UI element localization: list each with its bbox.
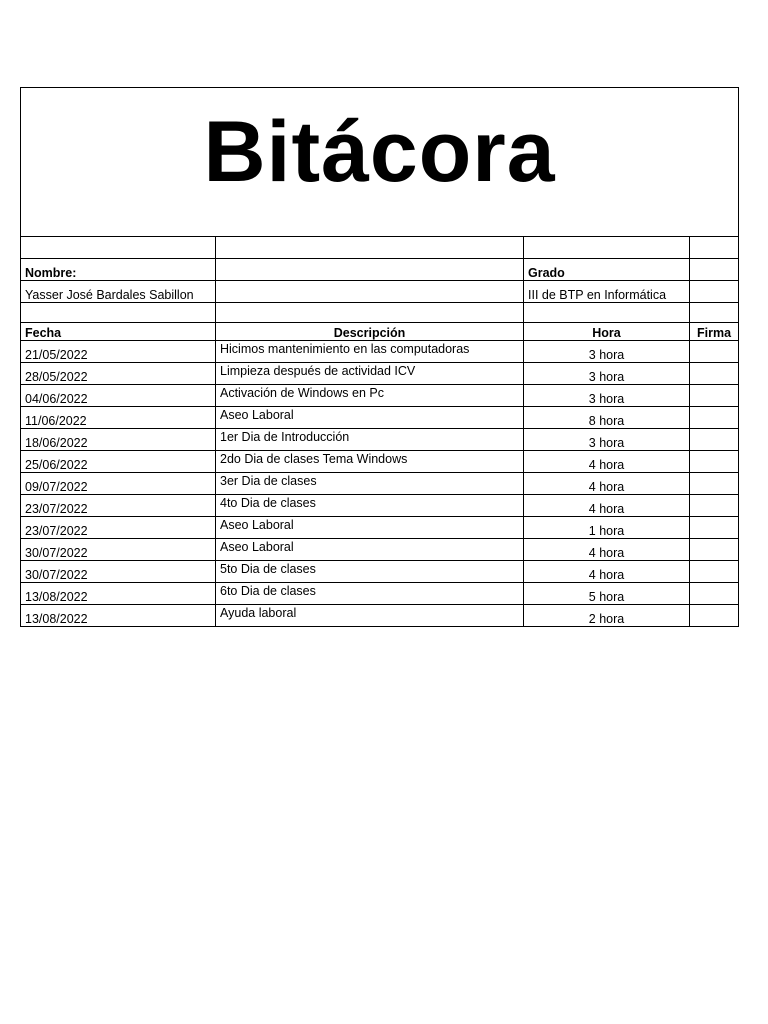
column-header-signature: Firma bbox=[690, 323, 739, 341]
entry-signature bbox=[690, 605, 739, 627]
title-row bbox=[21, 88, 739, 237]
blank-row bbox=[21, 237, 739, 259]
name-label: Nombre: bbox=[21, 259, 216, 281]
entry-date: 28/05/2022 bbox=[21, 363, 216, 385]
entry-hours: 3 hora bbox=[524, 429, 690, 451]
empty-cell bbox=[216, 237, 524, 259]
entry-signature bbox=[690, 495, 739, 517]
empty-cell bbox=[216, 303, 524, 323]
empty-cell bbox=[216, 259, 524, 281]
table-row bbox=[21, 407, 739, 429]
table-row bbox=[21, 473, 739, 495]
entry-hours: 1 hora bbox=[524, 517, 690, 539]
empty-cell bbox=[690, 237, 739, 259]
empty-cell bbox=[690, 303, 739, 323]
entry-date: 30/07/2022 bbox=[21, 561, 216, 583]
grade-label: Grado bbox=[524, 259, 690, 281]
entry-description: Aseo Laboral bbox=[216, 407, 524, 429]
entry-description: Hicimos mantenimiento en las computadoras bbox=[216, 341, 524, 363]
entry-description: Aseo Laboral bbox=[216, 517, 524, 539]
entry-date: 25/06/2022 bbox=[21, 451, 216, 473]
blank-row bbox=[21, 303, 739, 323]
entry-hours: 4 hora bbox=[524, 561, 690, 583]
table-row bbox=[21, 495, 739, 517]
entry-hours: 5 hora bbox=[524, 583, 690, 605]
entry-hours: 2 hora bbox=[524, 605, 690, 627]
entry-description: 3er Dia de clases bbox=[216, 473, 524, 495]
empty-cell bbox=[524, 303, 690, 323]
entry-signature bbox=[690, 385, 739, 407]
table-row bbox=[21, 451, 739, 473]
column-header-row bbox=[21, 323, 739, 341]
column-header-description: Descripción bbox=[216, 323, 524, 341]
table-row bbox=[21, 561, 739, 583]
student-row bbox=[21, 281, 739, 303]
table-row bbox=[21, 539, 739, 561]
table-row bbox=[21, 363, 739, 385]
entry-signature bbox=[690, 473, 739, 495]
entry-description: Aseo Laboral bbox=[216, 539, 524, 561]
empty-cell bbox=[690, 281, 739, 303]
entry-hours: 4 hora bbox=[524, 451, 690, 473]
table-row bbox=[21, 517, 739, 539]
entry-signature bbox=[690, 341, 739, 363]
title-cell bbox=[21, 88, 739, 237]
entry-description: Activación de Windows en Pc bbox=[216, 385, 524, 407]
column-header-date: Fecha bbox=[21, 323, 216, 341]
entry-signature bbox=[690, 583, 739, 605]
entry-description: 1er Dia de Introducción bbox=[216, 429, 524, 451]
entry-description: Limpieza después de actividad ICV bbox=[216, 363, 524, 385]
entry-date: 21/05/2022 bbox=[21, 341, 216, 363]
entry-signature bbox=[690, 561, 739, 583]
entry-hours: 4 hora bbox=[524, 473, 690, 495]
entry-hours: 4 hora bbox=[524, 539, 690, 561]
table-row bbox=[21, 605, 739, 627]
entry-signature bbox=[690, 451, 739, 473]
entry-description: 4to Dia de clases bbox=[216, 495, 524, 517]
student-name: Yasser José Bardales Sabillon bbox=[21, 281, 216, 303]
entry-hours: 4 hora bbox=[524, 495, 690, 517]
table-row bbox=[21, 341, 739, 363]
entry-signature bbox=[690, 539, 739, 561]
empty-cell bbox=[216, 281, 524, 303]
entry-description: 6to Dia de clases bbox=[216, 583, 524, 605]
table-row bbox=[21, 385, 739, 407]
entry-signature bbox=[690, 407, 739, 429]
entry-date: 18/06/2022 bbox=[21, 429, 216, 451]
entry-hours: 8 hora bbox=[524, 407, 690, 429]
entry-date: 23/07/2022 bbox=[21, 517, 216, 539]
log-sheet-table bbox=[20, 87, 739, 627]
entry-description: 5to Dia de clases bbox=[216, 561, 524, 583]
entry-signature bbox=[690, 363, 739, 385]
entry-date: 13/08/2022 bbox=[21, 583, 216, 605]
label-row bbox=[21, 259, 739, 281]
entry-hours: 3 hora bbox=[524, 341, 690, 363]
entry-description: 2do Dia de clases Tema Windows bbox=[216, 451, 524, 473]
entry-date: 11/06/2022 bbox=[21, 407, 216, 429]
empty-cell bbox=[21, 237, 216, 259]
empty-cell bbox=[524, 237, 690, 259]
empty-cell bbox=[690, 259, 739, 281]
entry-description: Ayuda laboral bbox=[216, 605, 524, 627]
entry-hours: 3 hora bbox=[524, 363, 690, 385]
page-title: Bitácora bbox=[203, 104, 556, 200]
table-row bbox=[21, 583, 739, 605]
entry-date: 04/06/2022 bbox=[21, 385, 216, 407]
entry-date: 13/08/2022 bbox=[21, 605, 216, 627]
column-header-hours: Hora bbox=[524, 323, 690, 341]
entry-signature bbox=[690, 517, 739, 539]
entry-date: 30/07/2022 bbox=[21, 539, 216, 561]
entry-date: 23/07/2022 bbox=[21, 495, 216, 517]
entry-hours: 3 hora bbox=[524, 385, 690, 407]
entry-date: 09/07/2022 bbox=[21, 473, 216, 495]
student-grade: III de BTP en Informática bbox=[524, 281, 690, 303]
empty-cell bbox=[21, 303, 216, 323]
table-row bbox=[21, 429, 739, 451]
entry-signature bbox=[690, 429, 739, 451]
